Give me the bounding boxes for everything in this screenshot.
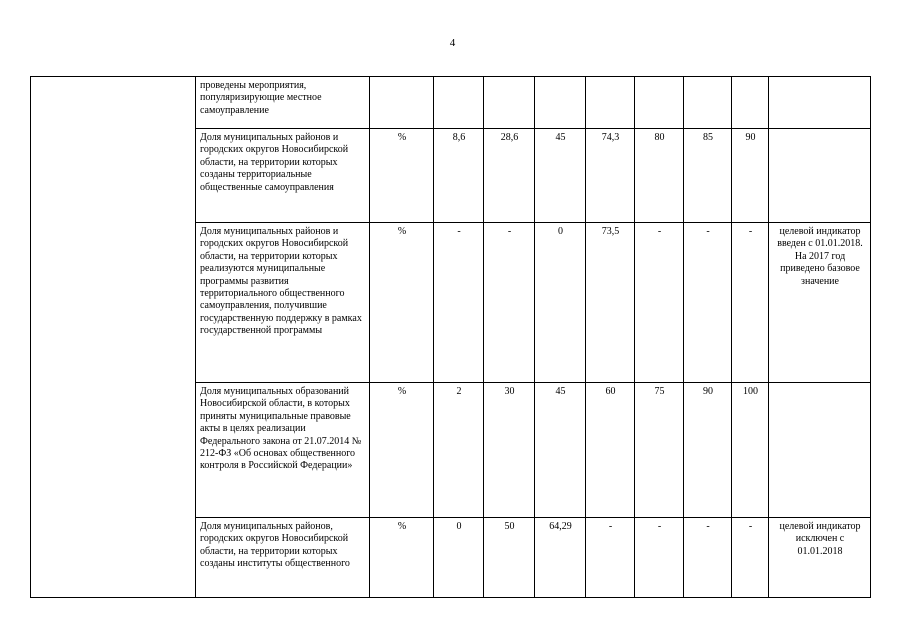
value-cell: -: [635, 223, 684, 383]
page-number: 4: [449, 37, 456, 49]
table-row: [31, 77, 871, 129]
indicator-name: Доля муниципальных районов и городских округов Новосибирской области, на территории которых созданы территориальные общественные самоуправления: [196, 129, 370, 223]
value-cell: -: [434, 223, 484, 383]
value-cell: 45: [535, 383, 586, 518]
value-cell: 85: [684, 129, 732, 223]
value-cell: [484, 77, 535, 129]
value-cell: 30: [484, 383, 535, 518]
value-cell: -: [684, 518, 732, 598]
value-cell: -: [684, 223, 732, 383]
value-cell: -: [732, 518, 769, 598]
value-cell: -: [732, 223, 769, 383]
value-cell: 28,6: [484, 129, 535, 223]
value-cell: 60: [586, 383, 635, 518]
note-cell: целевой индикатор введен с 01.01.2018. На 2017 год приведено базовое значение: [769, 223, 871, 383]
value-cell: [732, 77, 769, 129]
value-cell: 74,3: [586, 129, 635, 223]
indicator-name: Доля муниципальных районов, городских округов Новосибирской области, на территории которых созданы институты общественного: [196, 518, 370, 598]
unit-cell: [370, 77, 434, 129]
unit-cell: %: [370, 129, 434, 223]
value-cell: [535, 77, 586, 129]
indicator-name: Доля муниципальных образований Новосибирской области, в которых приняты муниципальные правовые акты в целях реализации Федерального закона от 21.07.2014 № 212-ФЗ «Об основах общественного контроля в Российской Федерации»: [196, 383, 370, 518]
value-cell: [586, 77, 635, 129]
note-cell: [769, 383, 871, 518]
note-cell: [769, 129, 871, 223]
value-cell: 75: [635, 383, 684, 518]
note-cell: [769, 77, 871, 129]
value-cell: [684, 77, 732, 129]
value-cell: 90: [732, 129, 769, 223]
indicators-table: [30, 76, 871, 598]
value-cell: -: [484, 223, 535, 383]
value-cell: 0: [535, 223, 586, 383]
value-cell: 0: [434, 518, 484, 598]
value-cell: 8,6: [434, 129, 484, 223]
value-cell: -: [635, 518, 684, 598]
value-cell: 90: [684, 383, 732, 518]
value-cell: [434, 77, 484, 129]
value-cell: -: [586, 518, 635, 598]
indicator-name: Доля муниципальных районов и городских округов Новосибирской области, на территории которых реализуются муниципальные программы развития территориального общественного самоуправления, получившие государственную поддержку в рамках государственной программы: [196, 223, 370, 383]
value-cell: 2: [434, 383, 484, 518]
value-cell: 50: [484, 518, 535, 598]
indicator-name: проведены мероприятия, популяризирующие местное самоуправление: [196, 77, 370, 129]
unit-cell: %: [370, 223, 434, 383]
value-cell: 45: [535, 129, 586, 223]
value-cell: [635, 77, 684, 129]
note-cell: целевой индикатор исключен с 01.01.2018: [769, 518, 871, 598]
value-cell: 64,29: [535, 518, 586, 598]
unit-cell: %: [370, 518, 434, 598]
blank-left-column: [31, 77, 196, 598]
unit-cell: %: [370, 383, 434, 518]
value-cell: 80: [635, 129, 684, 223]
value-cell: 73,5: [586, 223, 635, 383]
value-cell: 100: [732, 383, 769, 518]
